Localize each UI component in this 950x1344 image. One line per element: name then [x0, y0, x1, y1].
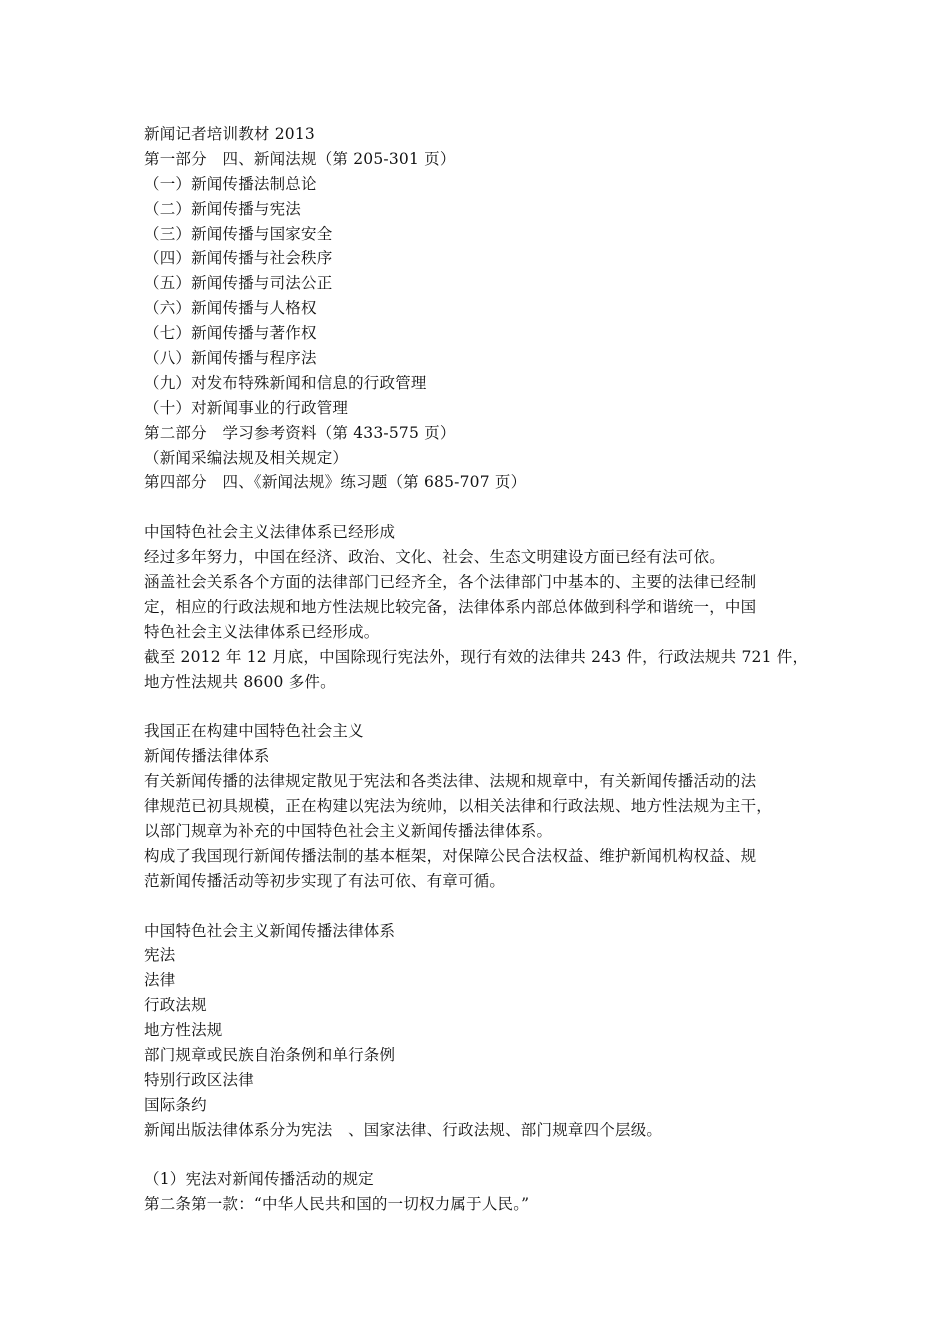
paragraph-line: 律规范已初具规模，正在构建以宪法为统帅，以相关法律和行政法规、地方性法规为主干， — [144, 797, 773, 816]
paragraph-line: 构成了我国现行新闻传播法制的基本框架，对保障公民合法权益、维护新闻机构权益、规 — [144, 846, 757, 865]
paragraph-line: 范新闻传播活动等初步实现了有法可依、有章可循。 — [144, 871, 506, 890]
paragraph-line: 第二条第一款：“中华人民共和国的一切权力属于人民。” — [144, 1195, 530, 1214]
toc-part-two: 第二部分 学习参考资料（第 433-575 页） — [144, 423, 456, 442]
paragraph-line: 截至 2012 年 12 月底，中国除现行宪法外，现行有效的法律共 243 件，行政法规共 721 件， — [144, 647, 809, 666]
paragraph-line: 定，相应的行政法规和地方性法规比较完备，法律体系内部总体做到科学和谐统一，中国 — [144, 597, 757, 616]
paragraph-line: 经过多年努力，中国在经济、政治、文化、社会、生态文明建设方面已经有法可依。 — [144, 548, 725, 567]
paragraph-line: 新闻出版法律体系分为宪法 、国家法律、行政法规、部门规章四个层级。 — [144, 1120, 663, 1139]
paragraph-spacer — [144, 694, 814, 719]
list-item: 部门规章或民族自治条例和单行条例 — [144, 1045, 396, 1064]
list-item: 法律 — [144, 971, 176, 990]
paragraph-spacer — [144, 495, 814, 520]
toc-item: （九）对发布特殊新闻和信息的行政管理 — [144, 373, 427, 392]
list-item: 国际条约 — [144, 1095, 207, 1114]
toc-item: （一）新闻传播法制总论 — [144, 174, 317, 193]
section-heading: 中国特色社会主义新闻传播法律体系 — [144, 921, 396, 940]
toc-item: （六）新闻传播与人格权 — [144, 299, 317, 318]
toc-item: （二）新闻传播与宪法 — [144, 199, 302, 218]
document-title: 新闻记者培训教材 2013 — [144, 125, 315, 143]
paragraph-line: 有关新闻传播的法律规定散见于宪法和各类法律、法规和规章中，有关新闻传播活动的法 — [144, 772, 757, 791]
section-legal-hierarchy — [144, 919, 814, 1143]
toc-part-one: 第一部分 四、新闻法规（第 205-301 页） — [144, 149, 456, 168]
paragraph-line: 以部门规章为补充的中国特色社会主义新闻传播法律体系。 — [144, 821, 553, 840]
section-heading: 中国特色社会主义法律体系已经形成 — [144, 523, 396, 542]
section-building-system — [144, 719, 814, 893]
section-heading: 我国正在构建中国特色社会主义 — [144, 722, 364, 741]
paragraph-spacer — [144, 1143, 814, 1168]
paragraph-line: 涵盖社会关系各个方面的法律部门已经齐全，各个法律部门中基本的、主要的法律已经制 — [144, 573, 757, 592]
list-item: 宪法 — [144, 946, 176, 965]
toc-item: （七）新闻传播与著作权 — [144, 324, 317, 343]
toc-part-four: 第四部分 四、《新闻法规》练习题（第 685-707 页） — [144, 473, 527, 492]
section-heading: （1）宪法对新闻传播活动的规定 — [144, 1170, 374, 1189]
paragraph-line: 地方性法规共 8600 多件。 — [144, 672, 336, 691]
toc-item: （八）新闻传播与程序法 — [144, 349, 317, 368]
toc-item: （三）新闻传播与国家安全 — [144, 224, 333, 243]
toc-part-two-note: （新闻采编法规及相关规定） — [144, 448, 349, 467]
toc-item: （四）新闻传播与社会秩序 — [144, 249, 333, 268]
section-heading: 新闻传播法律体系 — [144, 747, 270, 766]
list-item: 特别行政区法律 — [144, 1070, 254, 1089]
table-of-contents — [144, 122, 814, 495]
toc-item: （十）对新闻事业的行政管理 — [144, 398, 349, 417]
paragraph-line: 特色社会主义法律体系已经形成。 — [144, 622, 380, 641]
list-item: 行政法规 — [144, 996, 207, 1015]
list-item: 地方性法规 — [144, 1021, 223, 1040]
document-body — [144, 122, 814, 1217]
section-legal-system-formed — [144, 520, 814, 694]
paragraph-spacer — [144, 894, 814, 919]
section-constitution-provisions — [144, 1167, 814, 1217]
toc-item: （五）新闻传播与司法公正 — [144, 274, 333, 293]
